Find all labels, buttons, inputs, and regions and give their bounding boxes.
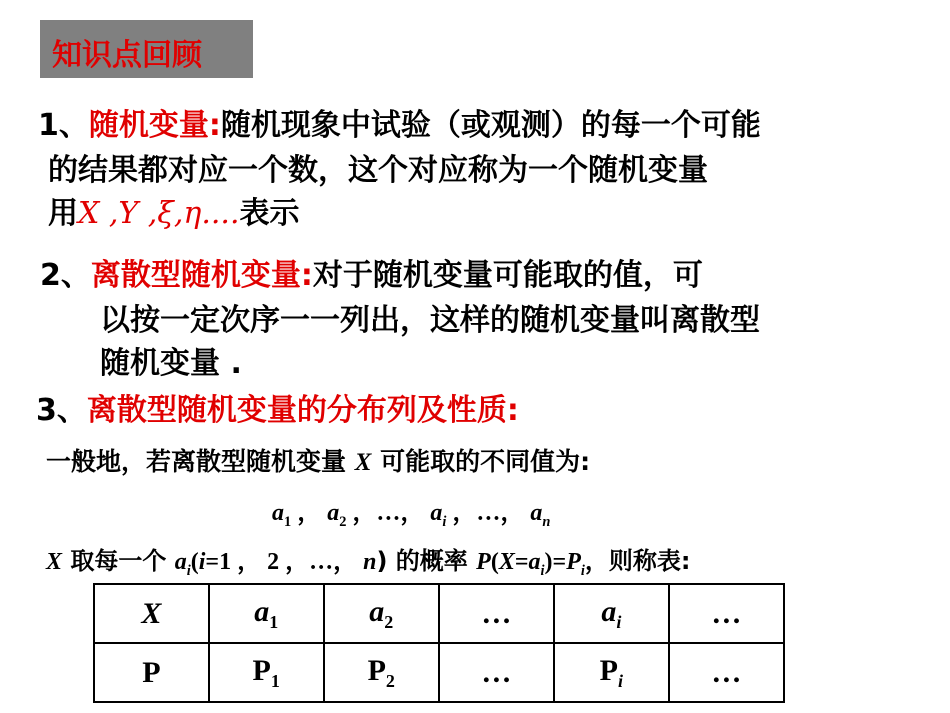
variable-symbols: X ,Y ,ξ,η.... xyxy=(78,196,240,231)
dots-1: … xyxy=(376,500,401,526)
value-ai-sub: i xyxy=(442,513,447,530)
value-an: a xyxy=(530,500,543,526)
cell-a1-letter: a xyxy=(254,594,270,628)
table-cell-dots-1: … xyxy=(439,584,554,643)
sep-3: ， xyxy=(400,500,425,526)
cell-p1-sub: 1 xyxy=(270,670,280,691)
prob-a2-sub: i xyxy=(540,562,545,579)
cell-pi-letter: P xyxy=(599,653,618,687)
prob-paren-2: ( xyxy=(490,549,499,575)
section-2-text-1: 对于随机变量可能取的值，可 xyxy=(312,258,703,293)
distribution-table xyxy=(93,583,785,703)
prob-P: P xyxy=(476,549,491,575)
general-variable: X xyxy=(354,449,372,476)
section-3-number: 3、 xyxy=(36,393,87,428)
cell-p2-letter: P xyxy=(367,653,386,687)
prob-text-2: ) 的概率 xyxy=(376,547,468,575)
section-1-line-1 xyxy=(38,100,761,144)
cell-p1-letter: P xyxy=(252,653,271,687)
table-cell-dots-3: … xyxy=(439,643,554,702)
sep-2: ， xyxy=(352,500,377,526)
values-line xyxy=(272,492,550,531)
prob-a: a xyxy=(174,549,187,575)
prob-X2: X xyxy=(498,549,515,575)
table-cell-p2 xyxy=(324,643,439,702)
cell-p2-sub: 2 xyxy=(385,670,395,691)
sep-4: ， xyxy=(452,500,477,526)
cell-a2-letter: a xyxy=(369,594,385,628)
table-row xyxy=(94,584,784,643)
prob-eq: = xyxy=(514,549,529,575)
section-1-line-2: 的结果都对应一个数，这个对应称为一个随机变量 xyxy=(48,153,708,188)
prob-paren-open: ( xyxy=(190,549,199,575)
prob-P2-sub: i xyxy=(580,562,585,579)
prob-a2: a xyxy=(528,549,541,575)
cell-a2-sub: 2 xyxy=(384,611,394,632)
general-text-post: 可能取的不同值为: xyxy=(380,447,591,476)
table-cell-pi xyxy=(554,643,669,702)
section-1-term: 随机变量: xyxy=(88,108,221,143)
prob-text-3: ，则称表: xyxy=(584,547,691,575)
table-header-x: X xyxy=(94,584,209,643)
prob-close-eq: )= xyxy=(544,549,567,575)
table-cell-a1 xyxy=(209,584,324,643)
section-1-number: 1、 xyxy=(38,108,89,143)
value-a1-sub: 1 xyxy=(284,513,292,530)
general-line xyxy=(46,442,590,478)
table-header-p: P xyxy=(94,643,209,702)
section-1-line-3 xyxy=(48,188,299,232)
badge-title: 知识点回顾 xyxy=(52,38,202,73)
value-a1: a xyxy=(272,500,284,526)
prob-i: i xyxy=(198,549,206,575)
value-an-sub: n xyxy=(542,513,551,530)
cell-ai-letter: a xyxy=(601,594,617,628)
value-a2: a xyxy=(327,500,340,526)
value-ai: a xyxy=(430,500,443,526)
value-a2-sub: 2 xyxy=(339,513,347,530)
table-cell-ai xyxy=(554,584,669,643)
sep-1: ， xyxy=(297,500,322,526)
section-2-line-2: 以按一定次序一一列出，这样的随机变量叫离散型 xyxy=(100,303,760,338)
prob-var-x: X xyxy=(46,549,63,575)
section-2-number: 2、 xyxy=(40,258,91,293)
cell-ai-sub: i xyxy=(616,611,622,632)
section-2-term: 离散型随机变量: xyxy=(90,258,313,293)
section-2-line-1 xyxy=(40,250,703,294)
table-cell-p1 xyxy=(209,643,324,702)
prob-range: =1 ， 2 ，…， xyxy=(205,549,364,575)
section-1-text-denote: 表示 xyxy=(239,196,300,231)
probability-line xyxy=(46,541,690,580)
table-row xyxy=(94,643,784,702)
section-3-line xyxy=(36,385,519,429)
table-cell-a2 xyxy=(324,584,439,643)
prob-a-sub: i xyxy=(186,562,191,579)
cell-pi-sub: i xyxy=(618,670,624,691)
cell-a1-sub: 1 xyxy=(269,611,279,632)
section-2-line-3: 随机变量 . xyxy=(100,346,242,381)
sep-5: ， xyxy=(500,500,525,526)
prob-n: n xyxy=(363,549,377,575)
table-cell-dots-4: … xyxy=(669,643,784,702)
prob-P2: P xyxy=(566,549,581,575)
prob-text-1: 取每一个 xyxy=(70,547,167,575)
table-cell-dots-2: … xyxy=(669,584,784,643)
section-1-text-1: 随机现象中试验（或观测）的每一个可能 xyxy=(220,108,761,143)
section-1-text-use: 用 xyxy=(48,196,78,231)
dots-2: … xyxy=(476,500,501,526)
section-3-term: 离散型随机变量的分布列及性质: xyxy=(86,393,519,428)
general-text-pre: 一般地，若离散型随机变量 xyxy=(46,447,347,476)
